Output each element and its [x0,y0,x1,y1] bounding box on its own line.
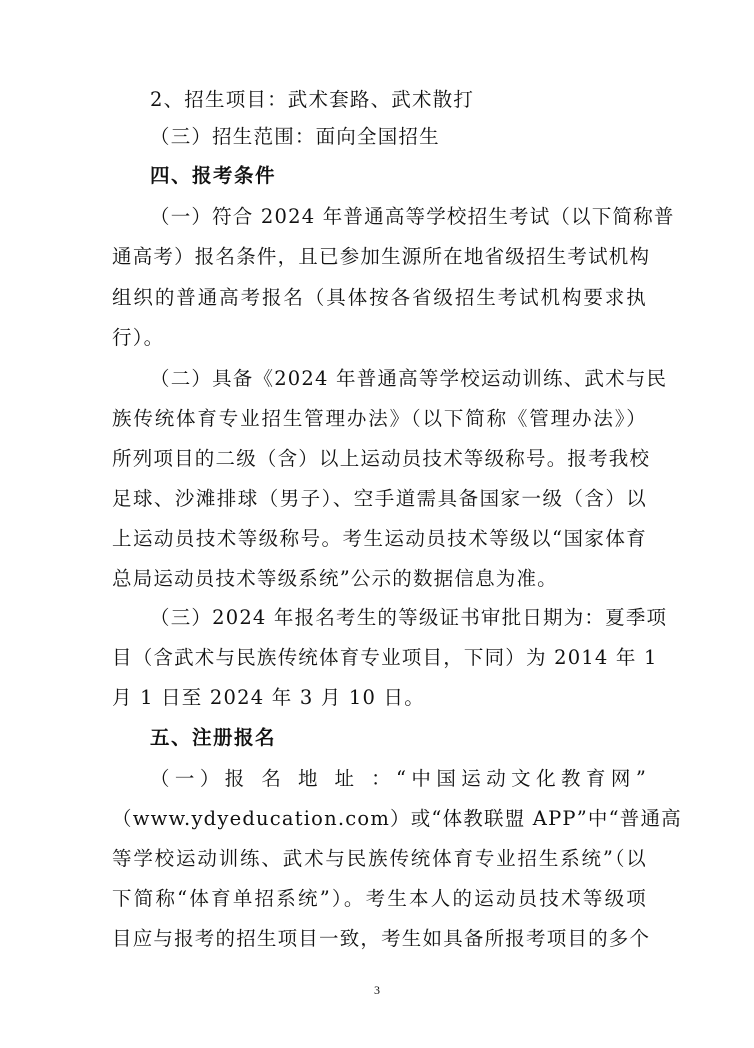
paragraph-line: （二）具备《2024 年普通高等学校运动训练、武术与民 [150,367,668,390]
paragraph-line: 目（含武术与民族传统体育专业项目，下同）为 2014 年 1 [112,646,658,669]
paragraph-line: 目应与报考的招生项目一致，考生如具备所报考项目的多个 [112,927,651,950]
paragraph-line: 总局运动员技术等级系统”公示的数据信息为准。 [112,567,558,590]
paragraph-line: 上运动员技术等级称号。考生运动员技术等级以“国家体育 [112,527,647,550]
page-number: 3 [374,983,380,997]
paragraph-line: （三）2024 年报名考生的等级证书审批日期为：夏季项 [150,606,668,629]
paragraph-line: （www.ydyeducation.com）或“体教联盟 APP”中“普通高 [112,807,682,830]
paragraph-line: 组织的普通高考报名（具体按各省级招生考试机构要求执 [112,286,647,309]
sub-item-recruit-scope: （三）招生范围：面向全国招生 [150,125,440,148]
section-heading-eligibility: 四、报考条件 [150,164,277,187]
paragraph-line: 族传统体育专业招生管理办法》（以下简称《管理办法》） [112,407,647,430]
paragraph-line: 足球、沙滩排球（男子）、空手道需具备国家一级（含）以 [112,487,647,510]
paragraph-line: 等学校运动训练、武术与民族传统体育专业招生系统”（以 [112,847,647,870]
sub-item-recruit-items: 2、招生项目：武术套路、武术散打 [150,88,475,111]
paragraph-line: 行）。 [112,326,165,349]
paragraph-line: 月 1 日至 2024 年 3 月 10 日。 [112,686,425,709]
paragraph-line: 所列项目的二级（含）以上运动员技术等级称号。报考我校 [112,447,651,470]
paragraph-line: 下简称“体育单招系统”）。考生本人的运动员技术等级项 [112,887,647,910]
section-heading-registration: 五、注册报名 [150,726,277,749]
paragraph-line: 通高考）报名条件，且已参加生源所在地省级招生考试机构 [112,245,651,268]
paragraph-line: （一）报 名 地 址 ：“中国运动文化教育网” [150,767,647,790]
paragraph-line: （一）符合 2024 年普通高等学校招生考试（以下简称普 [150,205,675,228]
